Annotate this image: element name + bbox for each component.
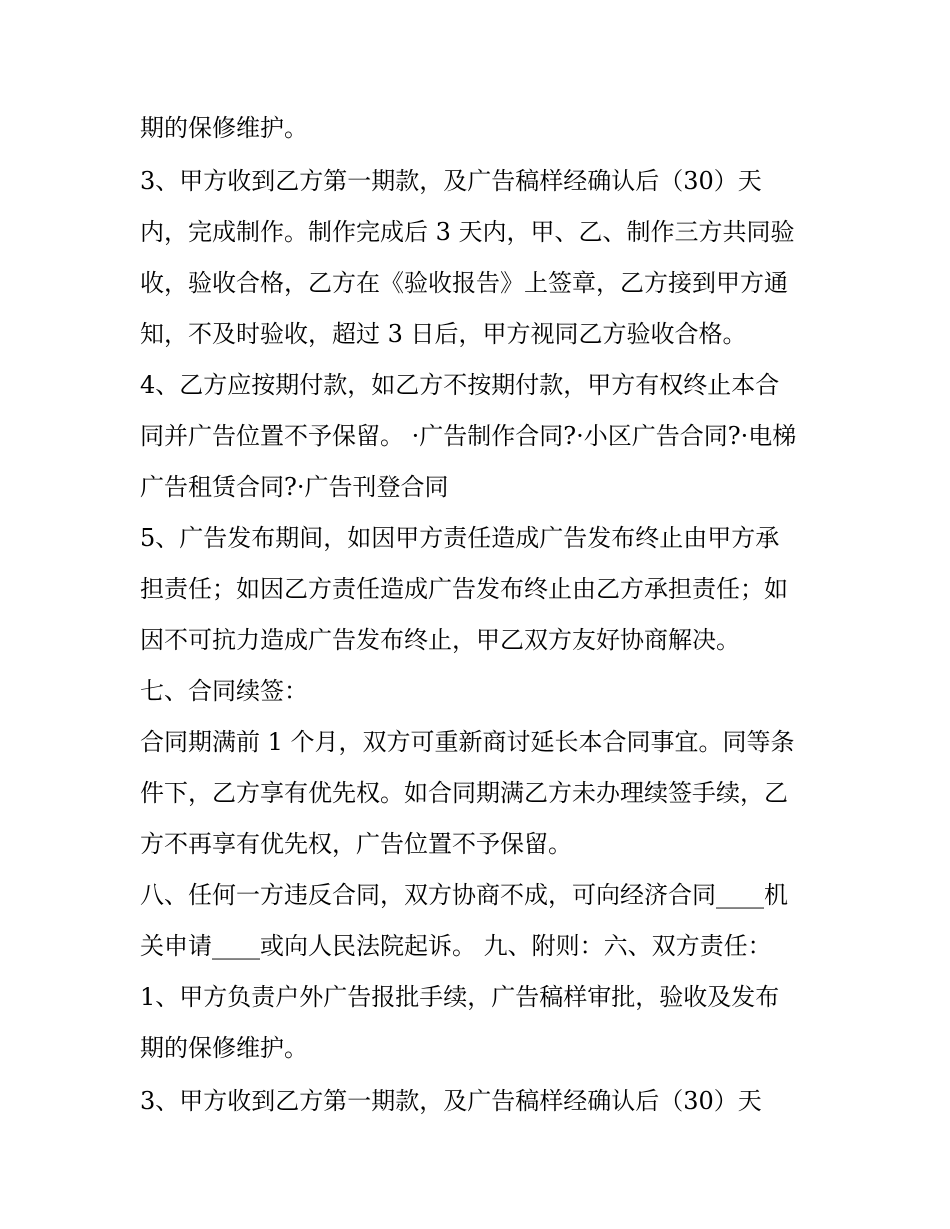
text-line: 收，验收合格，乙方在《验收报告》上签章，乙方接到甲方通 xyxy=(140,269,788,297)
text-line: 担责任；如因乙方责任造成广告发布终止由乙方承担责任；如 xyxy=(140,575,788,603)
text-line: 知，不及时验收，超过 3 日后，甲方视同乙方验收合格。 xyxy=(140,320,747,348)
text-line: 1、甲方负责户外广告报批手续，广告稿样审批，验收及发布 xyxy=(140,983,780,1011)
text-line: 广告租赁合同?·广告刊登合同 xyxy=(140,473,449,501)
text-line: 关申请____或向人民法院起诉。 九、附则：六、双方责任： xyxy=(140,932,772,960)
text-line: 合同期满前 1 个月，双方可重新商讨延长本合同事宜。同等条 xyxy=(140,728,795,756)
text-line: 因不可抗力造成广告发布终止，甲乙双方友好协商解决。 xyxy=(140,626,740,654)
text-line: 同并广告位置不予保留。 ·广告制作合同?·小区广告合同?·电梯 xyxy=(140,422,797,450)
text-line: 3、甲方收到乙方第一期款，及广告稿样经确认后（30）天 xyxy=(140,167,762,195)
section-heading: 七、合同续签： xyxy=(140,677,308,705)
text-line: 期的保修维护。 xyxy=(140,1034,308,1062)
text-line: 八、任何一方违反合同，双方协商不成，可向经济合同____机 xyxy=(140,881,788,909)
text-line: 期的保修维护。 xyxy=(140,114,308,142)
text-line: 内，完成制作。制作完成后 3 天内，甲、乙、制作三方共同验 xyxy=(140,218,795,246)
text-line: 4、乙方应按期付款，如乙方不按期付款，甲方有权终止本合 xyxy=(140,371,780,399)
text-line: 5、广告发布期间，如因甲方责任造成广告发布终止由甲方承 xyxy=(140,524,780,552)
text-line: 方不再享有优先权，广告位置不予保留。 xyxy=(140,830,572,858)
text-line: 3、甲方收到乙方第一期款，及广告稿样经确认后（30）天 xyxy=(140,1087,762,1115)
text-line: 件下，乙方享有优先权。如合同期满乙方未办理续签手续，乙 xyxy=(140,779,788,807)
